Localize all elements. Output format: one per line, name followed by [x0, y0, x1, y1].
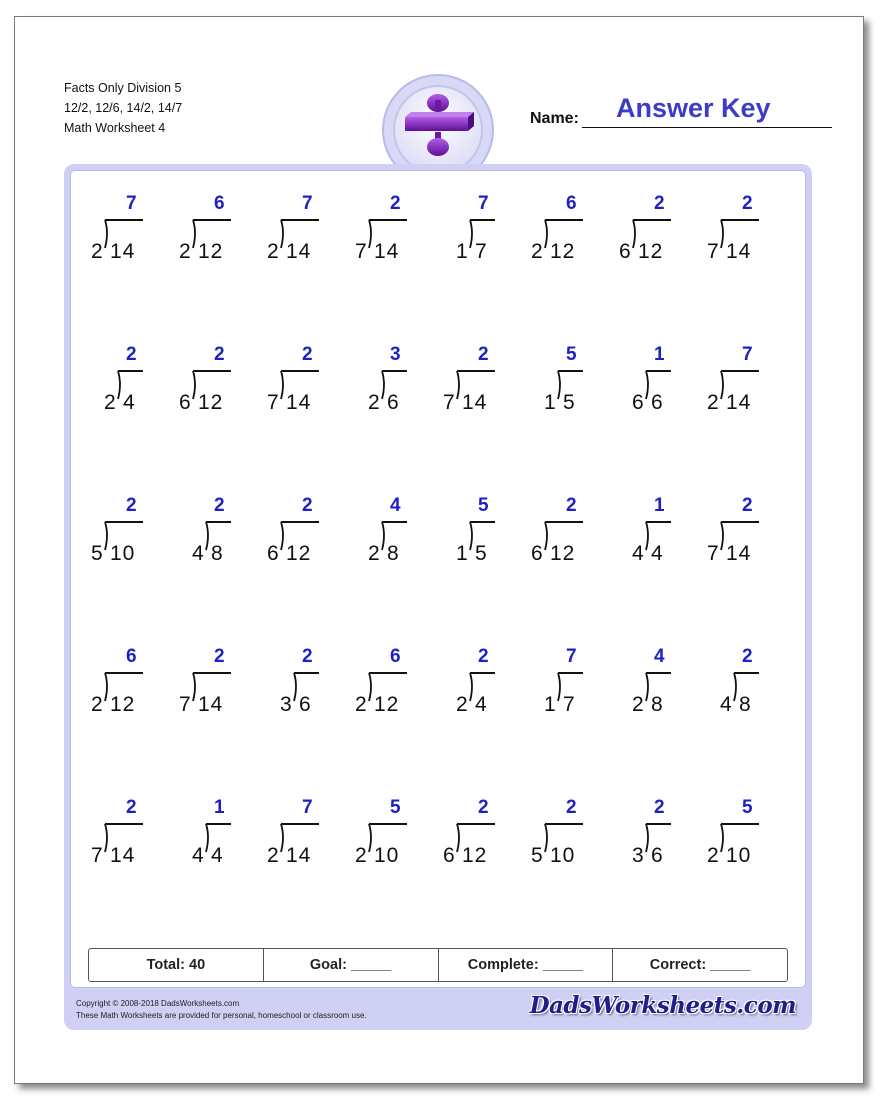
quotient-answer: 6: [390, 646, 402, 667]
division-problem: [351, 193, 441, 275]
quotient-answer: 2: [742, 193, 754, 214]
dividend: 12: [198, 391, 224, 414]
dividend: 6: [651, 391, 664, 414]
division-problem: [263, 193, 353, 275]
quotient-answer: 6: [126, 646, 138, 667]
score-bar: [88, 948, 788, 982]
vinculum-line: [382, 521, 407, 523]
quotient-answer: 2: [654, 797, 666, 818]
division-problem: [175, 193, 265, 275]
vinculum-line: [646, 521, 671, 523]
vinculum-line: [457, 370, 495, 372]
dividend: 10: [110, 542, 136, 565]
vinculum-line: [558, 672, 583, 674]
divisor: 3: [632, 844, 644, 867]
worksheet-title: Facts Only Division 5: [64, 81, 182, 95]
divisor: 3: [280, 693, 292, 716]
answer-key-label: Answer Key: [616, 93, 771, 123]
quotient-answer: 1: [214, 797, 226, 818]
dividend: 6: [651, 844, 664, 867]
division-problem: [540, 344, 630, 426]
divisor: 2: [91, 693, 103, 716]
division-problem: [527, 495, 617, 577]
division-problem: [703, 797, 793, 879]
total-cell: Total: 40: [89, 949, 264, 981]
vinculum-line: [633, 219, 671, 221]
dividend: 7: [475, 240, 488, 263]
correct-cell: Correct: _____: [649, 957, 751, 973]
divisor: 7: [91, 844, 103, 867]
dividend: 14: [374, 240, 400, 263]
division-problem: [263, 797, 353, 879]
dividend: 14: [726, 542, 752, 565]
dividend: 14: [462, 391, 488, 414]
dividend: 6: [299, 693, 312, 716]
quotient-answer: 2: [214, 495, 226, 516]
quotient-answer: 2: [126, 344, 138, 365]
quotient-answer: 2: [390, 193, 402, 214]
quotient-answer: 2: [566, 797, 578, 818]
dividend: 5: [563, 391, 576, 414]
vinculum-line: [193, 219, 231, 221]
dividend: 12: [550, 240, 576, 263]
vinculum-line: [118, 370, 143, 372]
vinculum-line: [646, 370, 671, 372]
divisor: 2: [707, 391, 719, 414]
dividend: 12: [198, 240, 224, 263]
division-problem: [716, 646, 806, 728]
quotient-answer: 5: [742, 797, 754, 818]
vinculum-line: [646, 672, 671, 674]
vinculum-line: [193, 672, 231, 674]
quotient-answer: 2: [214, 344, 226, 365]
divisor: 1: [544, 391, 556, 414]
quotient-answer: 2: [302, 646, 314, 667]
dividend: 7: [563, 693, 576, 716]
quotient-answer: 1: [654, 344, 666, 365]
vinculum-line: [646, 823, 671, 825]
quotient-answer: 5: [390, 797, 402, 818]
vinculum-line: [558, 370, 583, 372]
quotient-answer: 1: [654, 495, 666, 516]
quotient-answer: 7: [478, 193, 490, 214]
divisor: 5: [91, 542, 103, 565]
quotient-answer: 7: [566, 646, 578, 667]
divisor: 4: [192, 844, 204, 867]
vinculum-line: [470, 672, 495, 674]
dividend: 10: [374, 844, 400, 867]
quotient-answer: 2: [302, 495, 314, 516]
quotient-answer: 5: [566, 344, 578, 365]
quotient-answer: 3: [390, 344, 402, 365]
quotient-answer: 6: [566, 193, 578, 214]
quotient-answer: 2: [742, 646, 754, 667]
dividend: 12: [374, 693, 400, 716]
dividend: 12: [462, 844, 488, 867]
dividend: 14: [726, 240, 752, 263]
name-label: Name:: [530, 110, 579, 127]
worksheet-facts: 12/2, 12/6, 14/2, 14/7: [64, 101, 183, 115]
quotient-answer: 2: [126, 797, 138, 818]
vinculum-line: [734, 672, 759, 674]
divisor: 6: [619, 240, 631, 263]
vinculum-line: [105, 521, 143, 523]
divisor: 4: [192, 542, 204, 565]
divisor: 5: [531, 844, 543, 867]
division-problem: [452, 646, 542, 728]
division-problem: [87, 495, 177, 577]
vinculum-line: [193, 370, 231, 372]
divisor: 2: [91, 240, 103, 263]
dividend: 14: [726, 391, 752, 414]
division-problem: [175, 344, 265, 426]
divisor: 2: [368, 542, 380, 565]
dividend: 14: [286, 391, 312, 414]
divisor: 2: [179, 240, 191, 263]
dividend: 12: [550, 542, 576, 565]
problem-frame: [64, 164, 812, 1030]
divisor: 2: [267, 844, 279, 867]
quotient-answer: 2: [478, 797, 490, 818]
division-problem: [527, 193, 617, 275]
dividend: 4: [651, 542, 664, 565]
vinculum-line: [721, 370, 759, 372]
vinculum-line: [105, 823, 143, 825]
divisor: 7: [443, 391, 455, 414]
division-problem: [628, 646, 718, 728]
divisor: 1: [456, 240, 468, 263]
vinculum-line: [721, 823, 759, 825]
quotient-answer: 7: [302, 193, 314, 214]
division-problem: [87, 797, 177, 879]
quotient-answer: 2: [302, 344, 314, 365]
vinculum-line: [470, 219, 495, 221]
vinculum-line: [470, 521, 495, 523]
divisor: 6: [443, 844, 455, 867]
footer-text: [76, 998, 367, 1022]
vinculum-line: [369, 823, 407, 825]
brand-logo: DadsWorksheets.com: [529, 992, 796, 1019]
divisor: 2: [368, 391, 380, 414]
vinculum-line: [281, 370, 319, 372]
divisor: 4: [632, 542, 644, 565]
divisor: 2: [531, 240, 543, 263]
division-problem: [364, 495, 454, 577]
worksheet-number: Math Worksheet 4: [64, 121, 166, 135]
usage-note: These Math Worksheets are provided for personal, homeschool or classroom use.: [76, 1011, 367, 1020]
dividend: 4: [123, 391, 136, 414]
dividend: 12: [638, 240, 664, 263]
divisor: 2: [355, 693, 367, 716]
dividend: 14: [110, 240, 136, 263]
vinculum-line: [281, 521, 319, 523]
division-problem: [703, 344, 793, 426]
divisor: 7: [355, 240, 367, 263]
vinculum-line: [382, 370, 407, 372]
quotient-answer: 2: [214, 646, 226, 667]
quotient-answer: 6: [214, 193, 226, 214]
divisor: 2: [707, 844, 719, 867]
dividend: 14: [110, 844, 136, 867]
vinculum-line: [457, 823, 495, 825]
vinculum-line: [545, 219, 583, 221]
division-problem: [263, 495, 353, 577]
division-problem: [87, 646, 177, 728]
division-problem: [263, 344, 353, 426]
vinculum-line: [105, 672, 143, 674]
dividend: 5: [475, 542, 488, 565]
quotient-answer: 2: [654, 193, 666, 214]
vinculum-line: [281, 219, 319, 221]
goal-cell: Goal: _____: [264, 949, 439, 981]
problem-area: [70, 170, 806, 988]
divisor: 1: [456, 542, 468, 565]
dividend: 12: [286, 542, 312, 565]
vinculum-line: [369, 219, 407, 221]
vinculum-line: [206, 823, 231, 825]
dividend: 14: [286, 240, 312, 263]
copyright-text: Copyright © 2008-2018 DadsWorksheets.com: [76, 999, 240, 1008]
vinculum-line: [294, 672, 319, 674]
dividend: 8: [211, 542, 224, 565]
divisor: 7: [707, 240, 719, 263]
quotient-answer: 2: [742, 495, 754, 516]
name-underline: [582, 126, 832, 128]
quotient-answer: 5: [478, 495, 490, 516]
vinculum-line: [721, 219, 759, 221]
division-problem: [87, 193, 177, 275]
divisor: 2: [104, 391, 116, 414]
quotient-answer: 2: [566, 495, 578, 516]
vinculum-line: [105, 219, 143, 221]
divisor: 2: [456, 693, 468, 716]
division-problem: [540, 646, 630, 728]
divisor: 6: [531, 542, 543, 565]
quotient-answer: 7: [126, 193, 138, 214]
division-problem: [703, 193, 793, 275]
divisor: 6: [179, 391, 191, 414]
quotient-answer: 2: [478, 646, 490, 667]
quotient-answer: 7: [302, 797, 314, 818]
divisor: 7: [179, 693, 191, 716]
vinculum-line: [369, 672, 407, 674]
division-problem: [703, 495, 793, 577]
division-problem: [439, 797, 529, 879]
dividend: 8: [651, 693, 664, 716]
vinculum-line: [721, 521, 759, 523]
divisor: 2: [355, 844, 367, 867]
dividend: 12: [110, 693, 136, 716]
divisor: 4: [720, 693, 732, 716]
division-problem: [351, 646, 441, 728]
vinculum-line: [206, 521, 231, 523]
vinculum-line: [545, 823, 583, 825]
dividend: 10: [726, 844, 752, 867]
dividend: 8: [387, 542, 400, 565]
vinculum-line: [545, 521, 583, 523]
divisor: 6: [632, 391, 644, 414]
quotient-answer: 2: [478, 344, 490, 365]
quotient-answer: 4: [390, 495, 402, 516]
dividend: 14: [198, 693, 224, 716]
name-field: [530, 90, 832, 128]
dividend: 10: [550, 844, 576, 867]
division-problem: [175, 646, 265, 728]
divisor: 2: [267, 240, 279, 263]
dividend: 4: [475, 693, 488, 716]
division-problem: [439, 344, 529, 426]
dividend: 14: [286, 844, 312, 867]
division-problem: [351, 797, 441, 879]
dividend: 6: [387, 391, 400, 414]
vinculum-line: [281, 823, 319, 825]
complete-cell: Complete: _____: [439, 949, 614, 981]
dividend: 8: [739, 693, 752, 716]
divisor: 2: [632, 693, 644, 716]
worksheet-info: [64, 78, 182, 138]
dividend: 4: [211, 844, 224, 867]
divisor: 6: [267, 542, 279, 565]
division-problem: [615, 193, 705, 275]
divisor: 1: [544, 693, 556, 716]
quotient-answer: 7: [742, 344, 754, 365]
quotient-answer: 4: [654, 646, 666, 667]
division-problem: [527, 797, 617, 879]
quotient-answer: 2: [126, 495, 138, 516]
divisor: 7: [267, 391, 279, 414]
divisor: 7: [707, 542, 719, 565]
